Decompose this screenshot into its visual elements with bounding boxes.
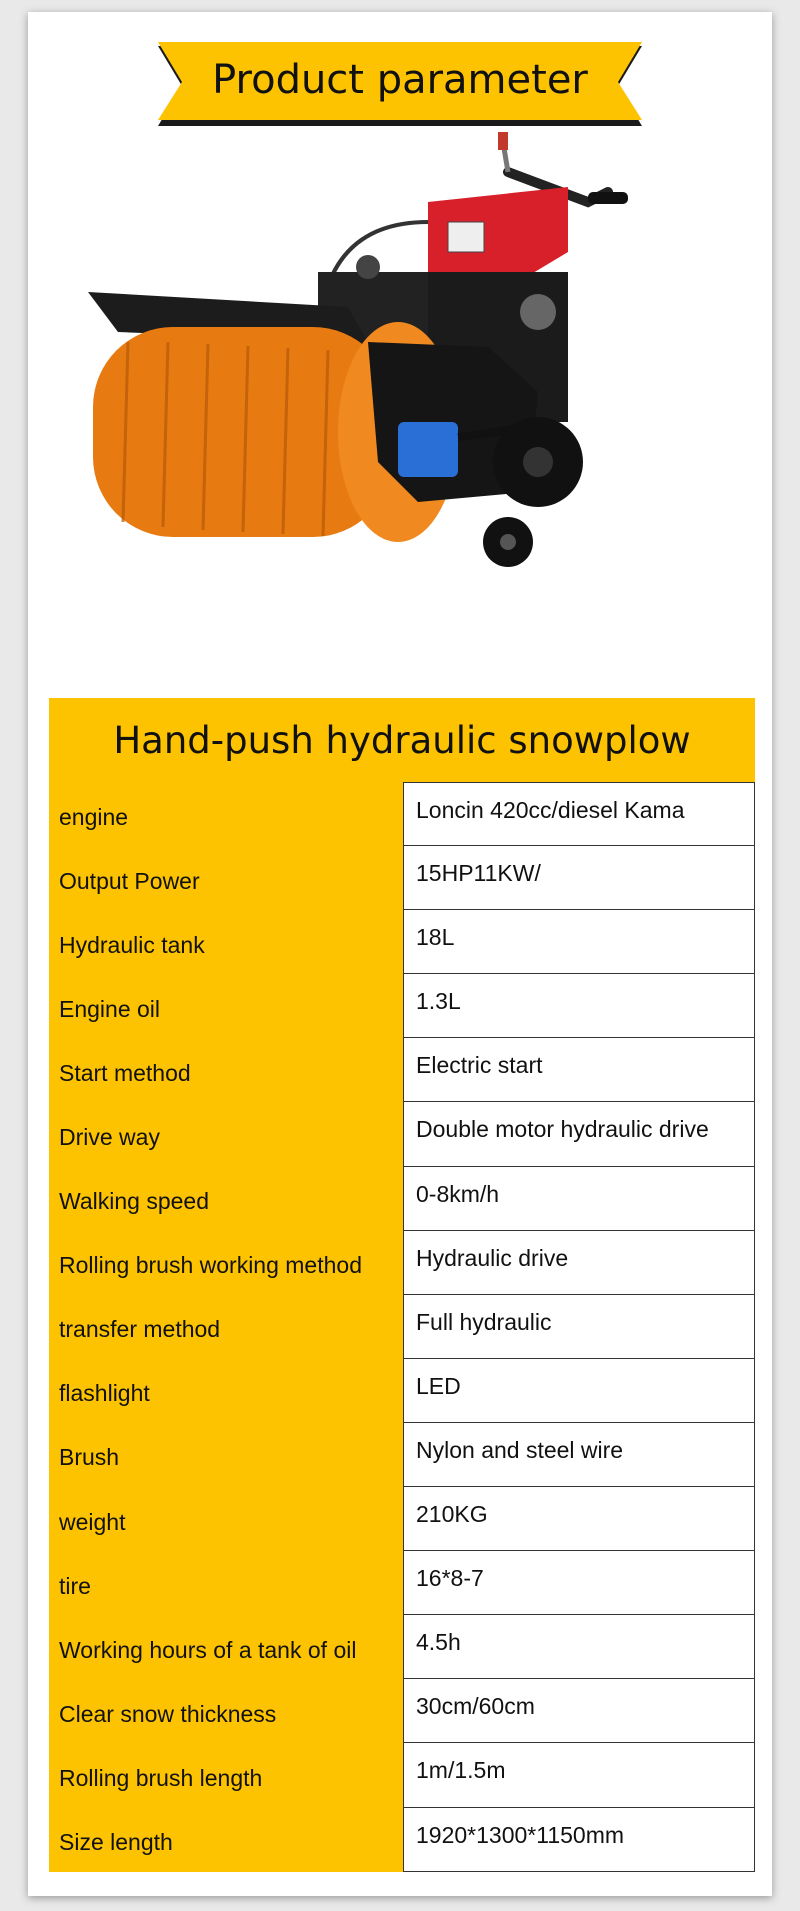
row-value: 1920*1300*1150mm xyxy=(403,1808,755,1872)
engine-part xyxy=(520,294,556,330)
row-value: 4.5h xyxy=(403,1615,755,1679)
handle-grip xyxy=(588,192,628,204)
row-label: Output Power xyxy=(49,846,403,910)
row-value: 0-8km/h xyxy=(403,1167,755,1231)
row-value: Full hydraulic xyxy=(403,1295,755,1359)
table-title: Hand-push hydraulic snowplow xyxy=(49,698,755,782)
row-value: Double motor hydraulic drive xyxy=(403,1102,755,1166)
product-card xyxy=(28,12,772,1896)
table-row xyxy=(49,1167,755,1231)
table-row xyxy=(49,1551,755,1615)
table-row xyxy=(49,1679,755,1743)
row-label: transfer method xyxy=(49,1295,403,1359)
row-label: Drive way xyxy=(49,1102,403,1166)
row-value: 1.3L xyxy=(403,974,755,1038)
row-value: LED xyxy=(403,1359,755,1423)
row-value: 1m/1.5m xyxy=(403,1743,755,1807)
row-label: Engine oil xyxy=(49,974,403,1038)
spec-rows xyxy=(49,782,755,1872)
row-value: 30cm/60cm xyxy=(403,1679,755,1743)
table-row xyxy=(49,1231,755,1295)
table-row xyxy=(49,910,755,974)
row-value: Loncin 420cc/diesel Kama xyxy=(403,782,755,846)
tank-cap xyxy=(356,255,380,279)
table-row xyxy=(49,1487,755,1551)
table-row xyxy=(49,846,755,910)
row-label: weight xyxy=(49,1487,403,1551)
table-row xyxy=(49,1808,755,1872)
table-row xyxy=(49,1038,755,1102)
table-row xyxy=(49,1295,755,1359)
row-label: flashlight xyxy=(49,1359,403,1423)
row-label: Start method xyxy=(49,1038,403,1102)
row-value: Electric start xyxy=(403,1038,755,1102)
row-value: Nylon and steel wire xyxy=(403,1423,755,1487)
row-label: Hydraulic tank xyxy=(49,910,403,974)
banner-title: Product parameter xyxy=(212,57,588,103)
row-label: Walking speed xyxy=(49,1167,403,1231)
spec-table xyxy=(49,698,755,1872)
row-label: Rolling brush working method xyxy=(49,1231,403,1295)
row-label: Brush xyxy=(49,1423,403,1487)
row-label: Size length xyxy=(49,1808,403,1872)
row-value: 18L xyxy=(403,910,755,974)
row-value: 16*8-7 xyxy=(403,1551,755,1615)
lever-knob xyxy=(498,132,508,150)
table-row xyxy=(49,1359,755,1423)
row-label: Clear snow thickness xyxy=(49,1679,403,1743)
hydraulic-motor xyxy=(398,422,458,477)
table-row xyxy=(49,782,755,846)
table-row xyxy=(49,1102,755,1166)
table-row xyxy=(49,1423,755,1487)
gauge-panel xyxy=(448,222,484,252)
row-label: engine xyxy=(49,782,403,846)
table-row xyxy=(49,1615,755,1679)
row-value: 15HP11KW/ xyxy=(403,846,755,910)
table-row xyxy=(49,1743,755,1807)
table-row xyxy=(49,974,755,1038)
row-label: Rolling brush length xyxy=(49,1743,403,1807)
row-value: 210KG xyxy=(403,1487,755,1551)
row-label: tire xyxy=(49,1551,403,1615)
row-value: Hydraulic drive xyxy=(403,1231,755,1295)
snowplow-photo xyxy=(68,132,748,692)
title-banner xyxy=(158,38,642,126)
row-label: Working hours of a tank of oil xyxy=(49,1615,403,1679)
